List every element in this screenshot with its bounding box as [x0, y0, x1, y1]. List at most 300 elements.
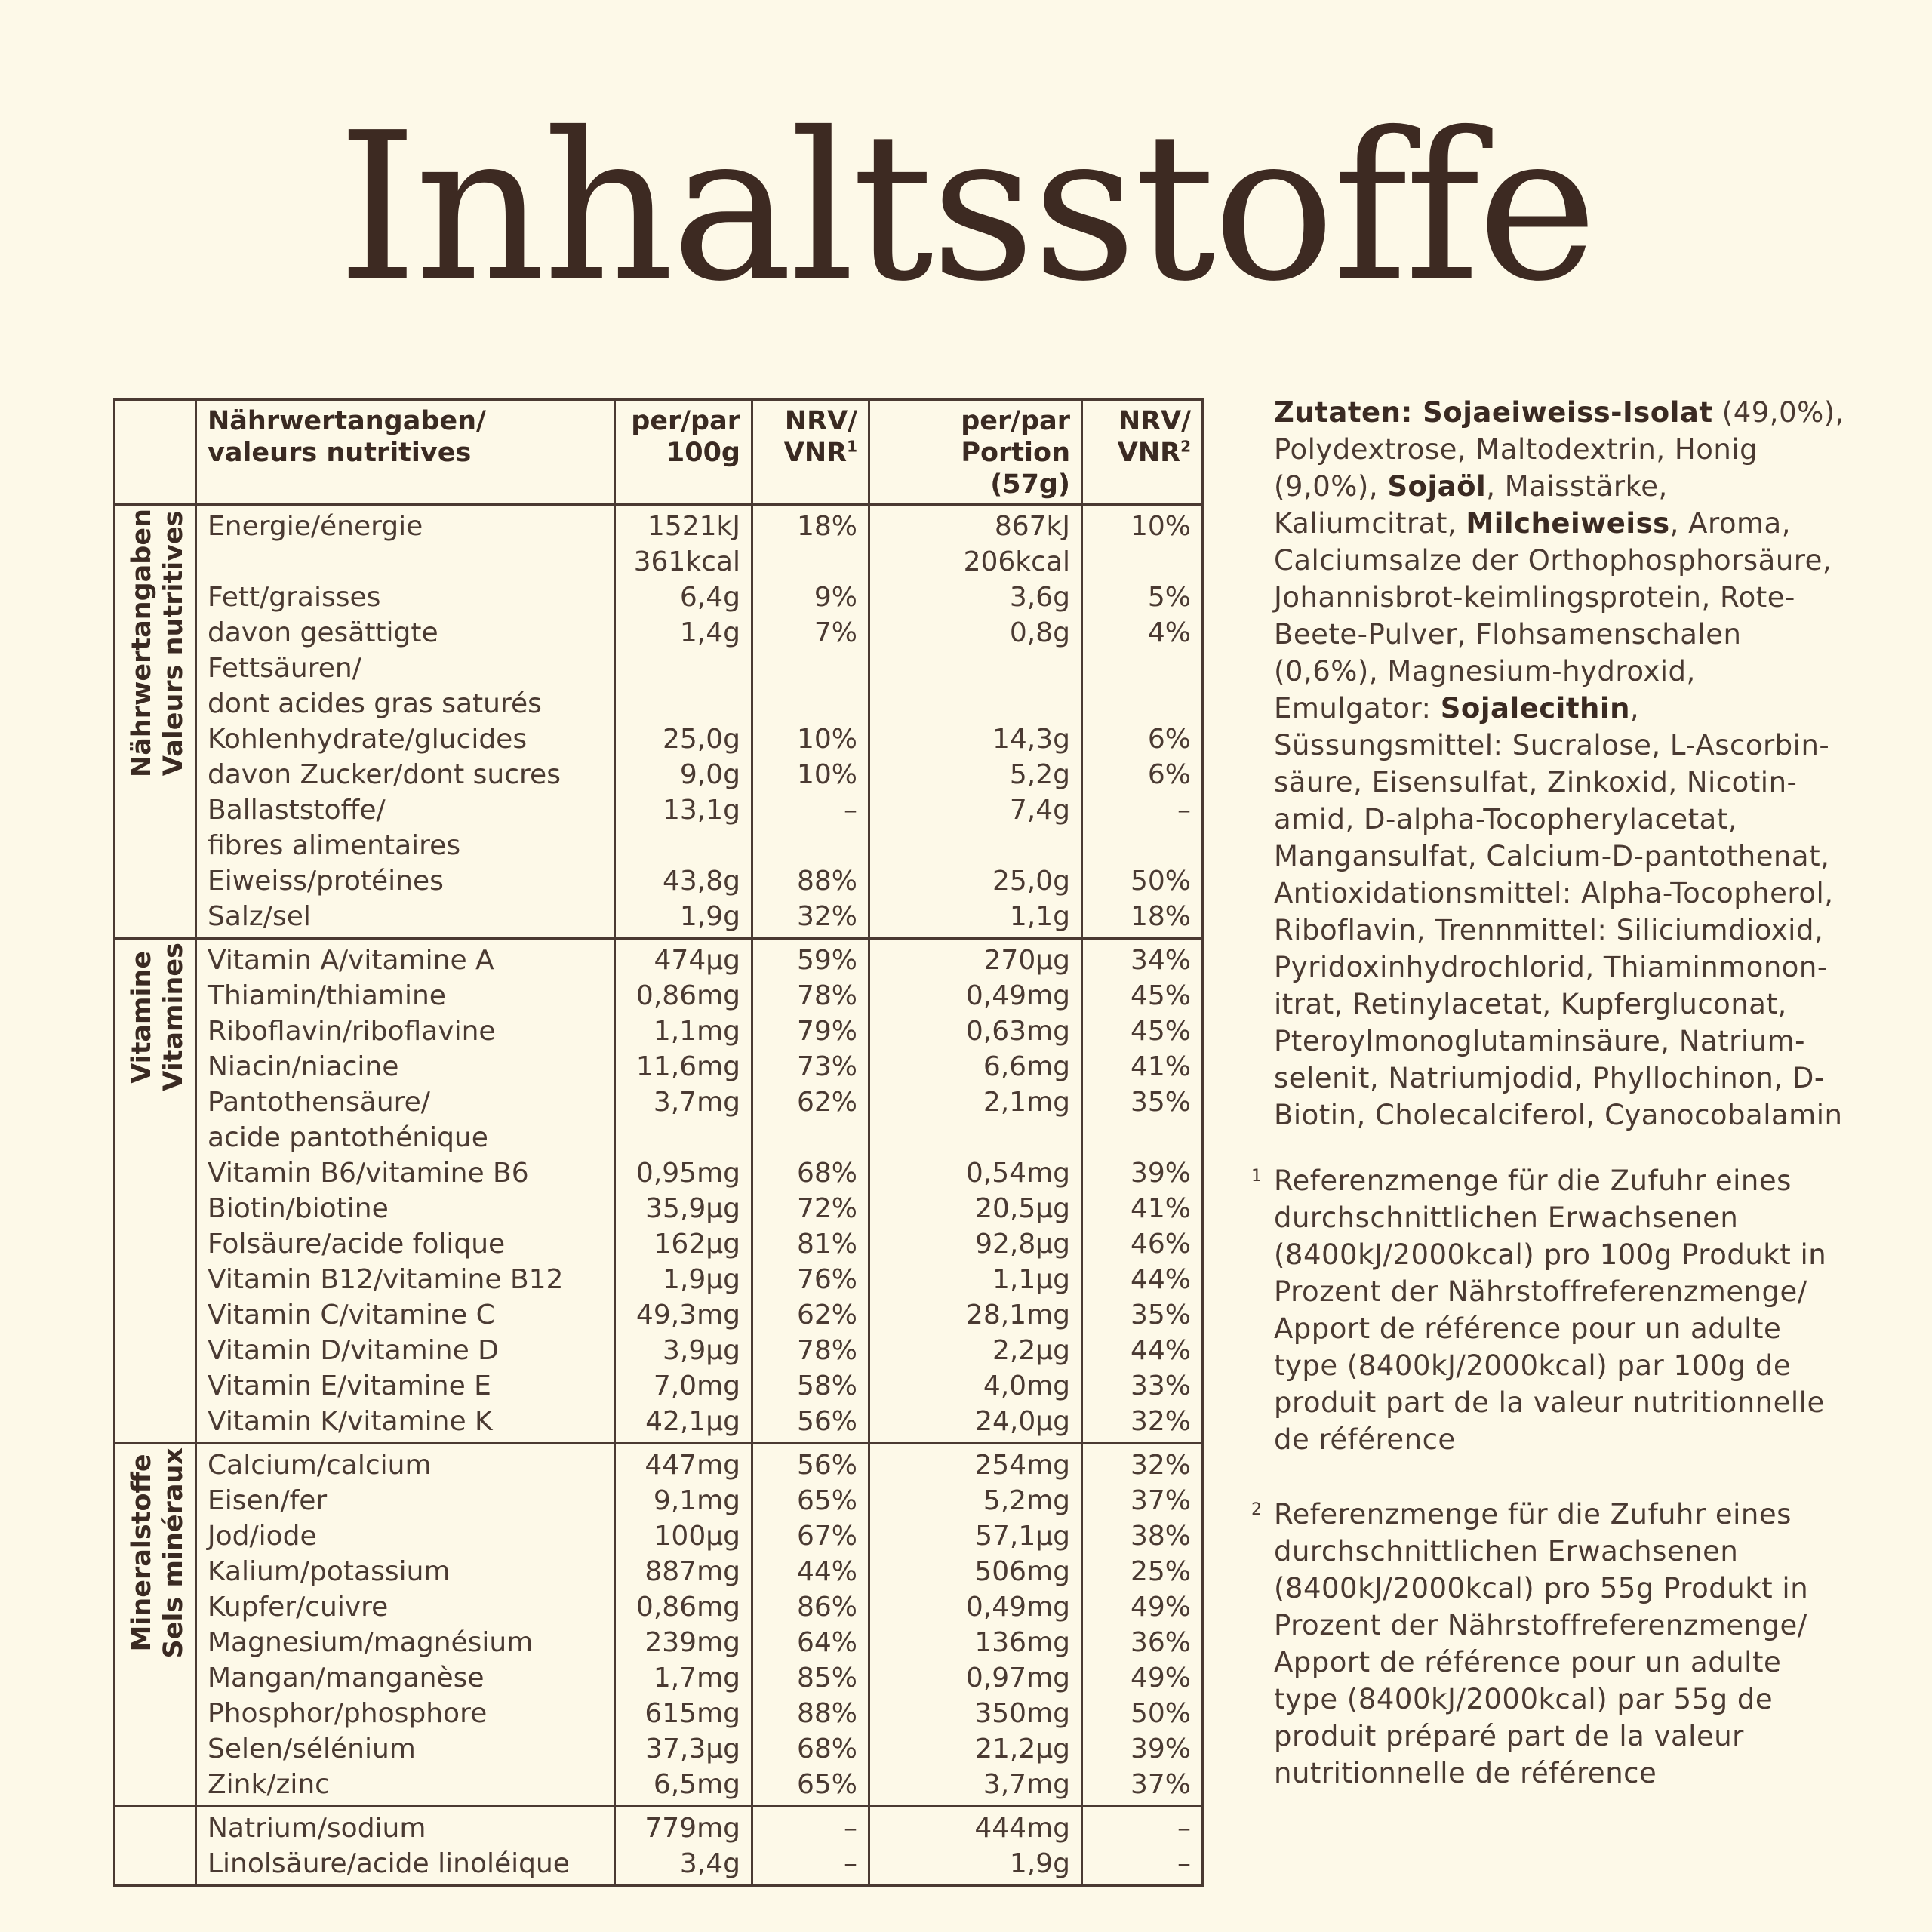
value-per100-line: 11,6mg — [635, 1051, 740, 1082]
value-per100 — [615, 580, 752, 615]
nutrient-label-line: Vitamin C/vitamine C — [208, 1300, 495, 1331]
value-portion-line: 1,9g — [1009, 1848, 1070, 1879]
table-row — [115, 1767, 1203, 1807]
value-nrv1-line: 64% — [796, 1627, 857, 1658]
nutrient-label-line: Vitamin D/vitamine D — [208, 1335, 499, 1366]
value-portion — [869, 1404, 1082, 1444]
value-portion — [869, 1191, 1082, 1226]
value-nrv1-line: 65% — [796, 1485, 857, 1516]
value-nrv1 — [752, 721, 869, 757]
value-portion-line: 24,0µg — [975, 1406, 1070, 1437]
value-portion — [869, 1554, 1082, 1589]
value-nrv1-line: 88% — [796, 1698, 857, 1729]
value-per100-line: 1521kJ — [647, 511, 740, 542]
value-nrv2-line: 10% — [1130, 511, 1191, 542]
nutrient-label — [196, 1404, 615, 1444]
value-nrv2-line: 32% — [1130, 1450, 1191, 1481]
value-nrv1-line: 58% — [796, 1371, 857, 1401]
value-per100-line: 6,5mg — [653, 1769, 740, 1800]
value-nrv2 — [1082, 939, 1203, 979]
footnote-mark: 2 — [1251, 1500, 1263, 1519]
nutrient-label-line: Kupfer/cuivre — [208, 1592, 389, 1623]
value-per100-line: 474µg — [654, 945, 740, 976]
footnote-2 — [1251, 1496, 1847, 1792]
group-label-text — [126, 509, 189, 777]
nutrient-label-line: Eisen/fer — [208, 1485, 328, 1516]
value-portion-line: 3,7mg — [983, 1769, 1070, 1800]
nutrient-group — [115, 939, 1203, 1444]
header-label-line2: valeurs nutritives — [208, 438, 472, 468]
ingredient-allergen: Zutaten: — [1274, 396, 1423, 429]
value-portion — [869, 863, 1082, 899]
value-nrv1-line: 18% — [796, 511, 857, 542]
value-per100-line: 49,3mg — [635, 1300, 740, 1331]
nutrient-label-line: Salz/sel — [208, 901, 311, 932]
nutrient-group — [115, 1444, 1203, 1807]
nutrient-label — [196, 1155, 615, 1191]
value-nrv2-line: 33% — [1130, 1371, 1191, 1401]
value-nrv2 — [1082, 1696, 1203, 1731]
table-row — [115, 757, 1203, 792]
table-row — [115, 792, 1203, 863]
nutrient-label — [196, 792, 615, 863]
header-portion-line1: per/par — [961, 406, 1070, 436]
value-nrv2-line: 50% — [1130, 1698, 1191, 1729]
value-nrv2-line: 4% — [1147, 617, 1191, 648]
nutrient-label — [196, 1518, 615, 1554]
value-per100-line: 887mg — [645, 1556, 740, 1587]
nutrient-label-line: Natrium/sodium — [208, 1813, 426, 1844]
header-nrv2-sup: 2 — [1180, 437, 1191, 456]
nutrient-label-line: Vitamin A/vitamine A — [208, 945, 494, 976]
value-nrv1 — [752, 580, 869, 615]
value-nrv2 — [1082, 1589, 1203, 1625]
footnote-mark: 1 — [1251, 1167, 1263, 1186]
value-portion — [869, 1262, 1082, 1297]
nutrient-label — [196, 615, 615, 721]
table-row — [115, 1297, 1203, 1333]
value-per100-line: 361kcal — [633, 546, 740, 577]
value-per100 — [615, 1084, 752, 1155]
nutrient-label — [196, 1625, 615, 1660]
nutrient-label-line: Fett/graisses — [208, 582, 381, 613]
value-nrv1-line: 62% — [796, 1300, 857, 1331]
value-nrv1 — [752, 1262, 869, 1297]
value-nrv1-line: 56% — [796, 1450, 857, 1481]
value-per100-line: 25,0g — [662, 724, 740, 755]
value-portion-line: 57,1µg — [975, 1521, 1070, 1552]
value-per100-line: 0,86mg — [635, 1592, 740, 1623]
value-nrv1 — [752, 1846, 869, 1886]
nutrient-label — [196, 1262, 615, 1297]
table-row — [115, 580, 1203, 615]
value-per100-line: 162µg — [654, 1229, 740, 1260]
footnote-text: Referenzmenge für die Zufuhr eines durchschnittlichen Erwachsenen (8400kJ/2000kcal) pro 100g Produkt in Prozent der Nährstoffreferenzmenge/ Apport de référence pour un adulte type (8400kJ/2000kcal) par 100g de produit part de la valeur nutritionnelle de référence — [1274, 1164, 1827, 1456]
value-portion-line: 14,3g — [992, 724, 1070, 755]
header-nrv1 — [752, 400, 869, 505]
ingredient-text: , Süssungsmittel: Sucralose, L-Ascorbin-säure, Eisensulfat, Zinkoxid, Nicotin-amid, D-alpha-Tocopherylacetat, Mangansulfat, Calcium-D-pantothenat, Antioxidationsmittel: Alpha-Tocopherol, Riboflavin, Trennmittel: Siliciumdioxid, Pyridoxinhydrochlorid, Thiaminmonon-itrat, Retinylacetat, Kupfergluconat, Pteroylmonoglutaminsäure, Natrium-selenit, Natriumjodid, Phyllochinon, D-Biotin, Cholecalciferol, Cyanocobalamin — [1274, 692, 1843, 1131]
nutrient-label — [196, 1049, 615, 1084]
value-nrv2-line: 38% — [1130, 1521, 1191, 1552]
value-nrv1-line: – — [844, 1848, 857, 1879]
value-nrv2 — [1082, 580, 1203, 615]
table-row — [115, 1191, 1203, 1226]
value-portion-line: 867kJ — [994, 511, 1070, 542]
value-per100-line: 779mg — [645, 1813, 740, 1844]
table-row — [115, 1589, 1203, 1625]
nutrient-label — [196, 505, 615, 580]
value-nrv1-line: 73% — [796, 1051, 857, 1082]
value-nrv1 — [752, 1297, 869, 1333]
nutrient-label-line: Phosphor/phosphore — [208, 1698, 488, 1729]
value-nrv2-line: – — [1177, 795, 1191, 826]
value-portion-line: 5,2g — [1009, 759, 1070, 790]
group-label-line2: Sels minéraux — [158, 1447, 189, 1659]
table-row — [115, 978, 1203, 1014]
footnote-1 — [1251, 1162, 1847, 1458]
value-per100-line: 6,4g — [679, 582, 740, 613]
value-nrv2-line: 41% — [1130, 1193, 1191, 1224]
ingredient-text: (49,0%), Polydextrose, Maltodextrin, Honig (9,0%), — [1274, 396, 1844, 503]
value-nrv2 — [1082, 1444, 1203, 1484]
nutrient-label — [196, 1368, 615, 1404]
value-per100 — [615, 1262, 752, 1297]
value-per100-line: 1,9g — [679, 901, 740, 932]
value-portion-line: 0,97mg — [965, 1663, 1070, 1694]
ingredient-allergen: Sojaeiweiss-Isolat — [1423, 396, 1713, 429]
nutrient-label-line: acide pantothénique — [208, 1122, 488, 1153]
value-nrv1 — [752, 1767, 869, 1807]
value-per100 — [615, 1483, 752, 1518]
value-portion-line: 206kcal — [963, 546, 1070, 577]
nutrient-label-line: Pantothensäure/ — [208, 1087, 430, 1118]
value-per100 — [615, 1767, 752, 1807]
value-per100-line: 37,3µg — [645, 1734, 740, 1764]
nutrient-label — [196, 580, 615, 615]
value-nrv2 — [1082, 792, 1203, 863]
nutrient-label — [196, 1444, 615, 1484]
value-portion-line: 350mg — [974, 1698, 1070, 1729]
table-row — [115, 505, 1203, 580]
value-per100-line: 615mg — [645, 1698, 740, 1729]
value-nrv2-line: 6% — [1147, 759, 1191, 790]
value-nrv2-line: – — [1177, 1848, 1191, 1879]
table-row — [115, 1807, 1203, 1847]
value-per100 — [615, 505, 752, 580]
value-nrv1-line: 44% — [796, 1556, 857, 1587]
value-per100-line: 100µg — [654, 1521, 740, 1552]
value-nrv1-line: 68% — [796, 1734, 857, 1764]
value-portion — [869, 1297, 1082, 1333]
value-nrv1 — [752, 939, 869, 979]
value-per100-line: 1,9µg — [662, 1264, 740, 1295]
group-label-line1: Mineralstoffe — [127, 1454, 157, 1652]
value-nrv1 — [752, 1368, 869, 1404]
value-nrv2 — [1082, 1731, 1203, 1767]
value-portion-line: 0,54mg — [965, 1158, 1070, 1189]
nutrient-label-line: Folsäure/acide folique — [208, 1229, 506, 1260]
nutrient-label-line: Niacin/niacine — [208, 1051, 399, 1082]
value-nrv2 — [1082, 1226, 1203, 1262]
value-nrv2-line: 37% — [1130, 1769, 1191, 1800]
nutrient-label — [196, 1846, 615, 1886]
value-portion — [869, 505, 1082, 580]
value-portion-line: 254mg — [974, 1450, 1070, 1481]
value-nrv2-line: 25% — [1130, 1556, 1191, 1587]
value-nrv2-line: 41% — [1130, 1051, 1191, 1082]
value-nrv2-line: 45% — [1130, 980, 1191, 1011]
header-nrv2 — [1082, 400, 1203, 505]
table-row — [115, 1049, 1203, 1084]
nutrient-label — [196, 1696, 615, 1731]
nutrient-label — [196, 1084, 615, 1155]
value-nrv2 — [1082, 1404, 1203, 1444]
table-row — [115, 1731, 1203, 1767]
value-per100-line: 13,1g — [662, 795, 740, 826]
value-nrv1-line: 67% — [796, 1521, 857, 1552]
value-nrv2 — [1082, 1368, 1203, 1404]
nutrition-table — [113, 398, 1204, 1887]
value-nrv1 — [752, 1625, 869, 1660]
value-per100-line: 3,9µg — [662, 1335, 740, 1366]
value-nrv1-line: 7% — [814, 617, 857, 648]
value-nrv1 — [752, 505, 869, 580]
table-row — [115, 721, 1203, 757]
value-nrv1 — [752, 1518, 869, 1554]
ingredient-allergen: Milcheiweiss — [1466, 507, 1670, 540]
value-portion-line: 28,1mg — [965, 1300, 1070, 1331]
value-nrv2-line: 35% — [1130, 1087, 1191, 1118]
value-nrv1 — [752, 1589, 869, 1625]
value-nrv1 — [752, 1049, 869, 1084]
value-nrv1-line: 78% — [796, 1335, 857, 1366]
value-nrv2 — [1082, 1014, 1203, 1049]
value-nrv1 — [752, 1404, 869, 1444]
nutrient-label — [196, 1660, 615, 1696]
nutrient-label-line: dont acides gras saturés — [208, 688, 542, 719]
group-label-line1: Nährwertangaben — [127, 509, 157, 778]
value-portion — [869, 580, 1082, 615]
value-portion-line: 0,49mg — [965, 1592, 1070, 1623]
value-nrv2 — [1082, 757, 1203, 792]
value-per100 — [615, 615, 752, 721]
value-per100-line: 9,1mg — [653, 1485, 740, 1516]
table-row — [115, 939, 1203, 979]
value-portion-line: 21,2µg — [975, 1734, 1070, 1764]
header-portion — [869, 400, 1082, 505]
value-per100 — [615, 1404, 752, 1444]
value-nrv2-line: 6% — [1147, 724, 1191, 755]
value-per100 — [615, 1155, 752, 1191]
nutrient-label-line: Selen/sélénium — [208, 1734, 416, 1764]
value-nrv2 — [1082, 1846, 1203, 1886]
value-nrv1 — [752, 1444, 869, 1484]
group-label-text — [126, 943, 189, 1091]
value-nrv2 — [1082, 1660, 1203, 1696]
nutrient-label-line: Magnesium/magnésium — [208, 1627, 534, 1658]
value-nrv1 — [752, 1226, 869, 1262]
table-row — [115, 863, 1203, 899]
value-nrv2 — [1082, 1518, 1203, 1554]
value-portion — [869, 1589, 1082, 1625]
value-portion — [869, 978, 1082, 1014]
table-row — [115, 1554, 1203, 1589]
header-per100-line1: per/par — [631, 406, 740, 436]
table-row — [115, 1696, 1203, 1731]
value-nrv2 — [1082, 1191, 1203, 1226]
value-per100-line: 35,9µg — [645, 1193, 740, 1224]
value-nrv2-line: 39% — [1130, 1734, 1191, 1764]
value-per100 — [615, 1049, 752, 1084]
value-per100-line: 1,7mg — [653, 1663, 740, 1694]
table-row — [115, 1014, 1203, 1049]
value-nrv1-line: 78% — [796, 980, 857, 1011]
value-portion — [869, 1483, 1082, 1518]
nutrient-label — [196, 1807, 615, 1847]
value-per100-line: 3,4g — [679, 1848, 740, 1879]
value-per100-line: 43,8g — [662, 866, 740, 897]
table-row — [115, 1518, 1203, 1554]
value-nrv1-line: 72% — [796, 1193, 857, 1224]
header-nrv1-line2: VNR — [783, 438, 848, 468]
value-nrv2-line: 5% — [1147, 582, 1191, 613]
value-nrv1-line: 59% — [796, 945, 857, 976]
value-portion — [869, 1368, 1082, 1404]
value-per100 — [615, 1191, 752, 1226]
nutrient-label-line: Energie/énergie — [208, 511, 423, 542]
value-portion — [869, 1625, 1082, 1660]
group-label — [115, 505, 196, 939]
value-nrv1 — [752, 1731, 869, 1767]
value-portion-line: 1,1µg — [992, 1264, 1070, 1295]
nutrient-label-line: Calcium/calcium — [208, 1450, 432, 1481]
value-portion — [869, 615, 1082, 721]
nutrient-label — [196, 939, 615, 979]
nutrient-label-line: Eiweiss/protéines — [208, 866, 444, 897]
value-portion — [869, 1084, 1082, 1155]
value-nrv2 — [1082, 899, 1203, 939]
nutrient-label — [196, 1226, 615, 1262]
value-nrv2 — [1082, 1483, 1203, 1518]
value-nrv1-line: 68% — [796, 1158, 857, 1189]
value-per100 — [615, 1226, 752, 1262]
value-nrv1-line: – — [844, 795, 857, 826]
nutrient-label-line: Jod/iode — [208, 1521, 317, 1552]
value-nrv2 — [1082, 1262, 1203, 1297]
value-per100 — [615, 939, 752, 979]
value-per100-line: 7,0mg — [653, 1371, 740, 1401]
value-nrv2 — [1082, 505, 1203, 580]
group-label — [115, 1444, 196, 1807]
value-portion-line: 0,49mg — [965, 980, 1070, 1011]
nutrient-label — [196, 1483, 615, 1518]
value-portion-line: 270µg — [983, 945, 1070, 976]
value-portion-line: 1,1g — [1009, 901, 1070, 932]
value-portion-line: 20,5µg — [975, 1193, 1070, 1224]
nutrient-label-line: davon Zucker/dont sucres — [208, 759, 561, 790]
value-nrv1 — [752, 1660, 869, 1696]
value-nrv1 — [752, 863, 869, 899]
value-portion-line: 3,6g — [1009, 582, 1070, 613]
nutrient-label — [196, 1731, 615, 1767]
value-nrv1 — [752, 1155, 869, 1191]
value-portion — [869, 939, 1082, 979]
value-portion — [869, 899, 1082, 939]
table-row — [115, 1444, 1203, 1484]
value-portion — [869, 1731, 1082, 1767]
value-nrv2-line: 49% — [1130, 1592, 1191, 1623]
nutrient-label — [196, 1554, 615, 1589]
value-nrv2 — [1082, 1333, 1203, 1368]
value-nrv2-line: 36% — [1130, 1627, 1191, 1658]
value-per100 — [615, 978, 752, 1014]
nutrient-label — [196, 1297, 615, 1333]
value-portion — [869, 1014, 1082, 1049]
value-nrv2-line: 39% — [1130, 1158, 1191, 1189]
value-nrv1-line: 62% — [796, 1087, 857, 1118]
value-nrv2 — [1082, 1554, 1203, 1589]
value-nrv2 — [1082, 615, 1203, 721]
table-row — [115, 1262, 1203, 1297]
nutrient-label — [196, 978, 615, 1014]
nutrient-label-line: Vitamin E/vitamine E — [208, 1371, 491, 1401]
value-portion-line: 5,2mg — [983, 1485, 1070, 1516]
header-nrv1-line1: NRV/ — [784, 406, 857, 436]
value-nrv2 — [1082, 1625, 1203, 1660]
value-nrv1 — [752, 1333, 869, 1368]
value-per100 — [615, 1014, 752, 1049]
group-label-text — [126, 1447, 189, 1658]
group-label-line2: Vitamines — [158, 943, 189, 1091]
value-portion-line: 444mg — [974, 1813, 1070, 1844]
value-nrv2 — [1082, 1155, 1203, 1191]
value-per100 — [615, 1731, 752, 1767]
value-portion — [869, 757, 1082, 792]
value-nrv1 — [752, 1014, 869, 1049]
value-nrv2-line: 32% — [1130, 1406, 1191, 1437]
value-nrv2-line: – — [1177, 1813, 1191, 1844]
value-per100 — [615, 1368, 752, 1404]
value-portion — [869, 1696, 1082, 1731]
value-per100 — [615, 1696, 752, 1731]
value-nrv1-line: 9% — [814, 582, 857, 613]
value-nrv1-line: 32% — [796, 901, 857, 932]
group-label — [115, 1807, 196, 1886]
value-per100 — [615, 721, 752, 757]
header-per100-line2: 100g — [666, 438, 740, 468]
value-portion-line: 92,8µg — [975, 1229, 1070, 1260]
nutrient-label — [196, 899, 615, 939]
nutrient-label — [196, 1014, 615, 1049]
value-nrv1-line: 65% — [796, 1769, 857, 1800]
value-portion — [869, 1049, 1082, 1084]
nutrient-label-line: Vitamin B6/vitamine B6 — [208, 1158, 529, 1189]
value-portion-line: 4,0mg — [983, 1371, 1070, 1401]
value-portion — [869, 1518, 1082, 1554]
value-nrv1 — [752, 899, 869, 939]
nutrient-label-line: Zink/zinc — [208, 1769, 330, 1800]
value-nrv2-line: 18% — [1130, 901, 1191, 932]
nutrient-label-line: Mangan/manganèse — [208, 1663, 485, 1694]
nutrient-label — [196, 1589, 615, 1625]
value-per100-line: 9,0g — [679, 759, 740, 790]
value-portion-line: 6,6mg — [983, 1051, 1070, 1082]
value-per100-line: 447mg — [645, 1450, 740, 1481]
header-nrv2-line2: VNR — [1117, 438, 1181, 468]
value-nrv1-line: 81% — [796, 1229, 857, 1260]
table-row — [115, 1625, 1203, 1660]
value-portion-line: 2,1mg — [983, 1087, 1070, 1118]
